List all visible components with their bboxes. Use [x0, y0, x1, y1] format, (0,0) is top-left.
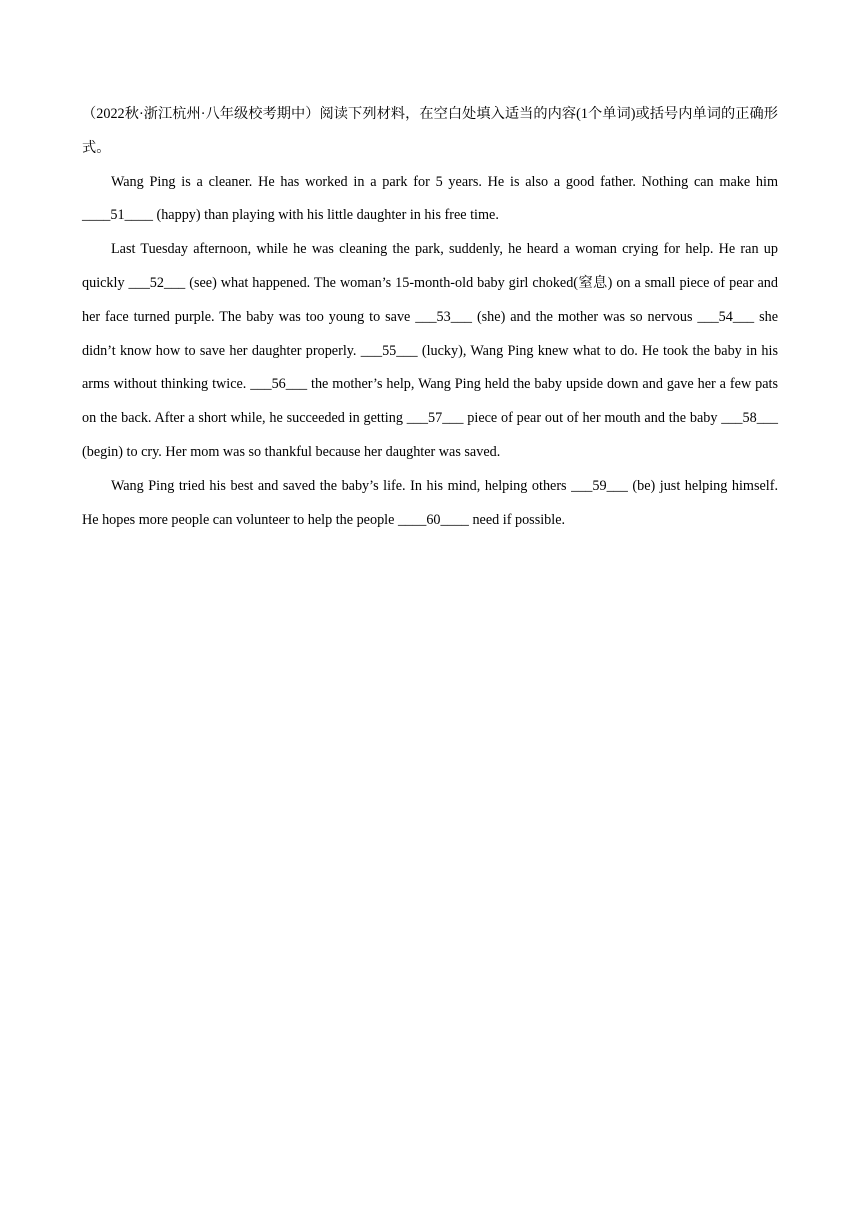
passage-paragraph-2: Last Tuesday afternoon, while he was cleaning the park, suddenly, he heard a woman crying for help. He ran up quickly ___52___ (see) what happened. The woman’s 15-month-old baby girl choked(窒息) on a small piece of pear and her face turned purple. The baby was too young to save ___53___ (she) and the mother was so nervous ___54___ she didn’t know how to save her daughter properly. ___55___ (lucky), Wang Ping knew what to do. He took the baby in his arms without thinking twice. ___56___ the mother’s help, Wang Ping held the baby upside down and gave her a few pats on the back. After a short while, he succeeded in getting ___57___ piece of pear out of her mouth and the baby ___58___ (begin) to cry. Her mom was so thankful because her daughter was saved. [82, 241, 778, 460]
exercise-instructions: （2022秋·浙江杭州·八年级校考期中）阅读下列材料，在空白处填入适当的内容(1个单词)或括号内单词的正确形式。 [82, 106, 778, 156]
passage-paragraph-1: Wang Ping is a cleaner. He has worked in a park for 5 years. He is also a good father. Nothing can make him ____51____ (happy) than playing with his little daughter in his free time. [82, 173, 778, 224]
document-page [82, 98, 778, 537]
passage-paragraph-3: Wang Ping tried his best and saved the baby’s life. In his mind, helping others ___59___ (be) just helping himself. He hopes more people can volunteer to help the people ____60____ need if possible. [82, 477, 778, 528]
